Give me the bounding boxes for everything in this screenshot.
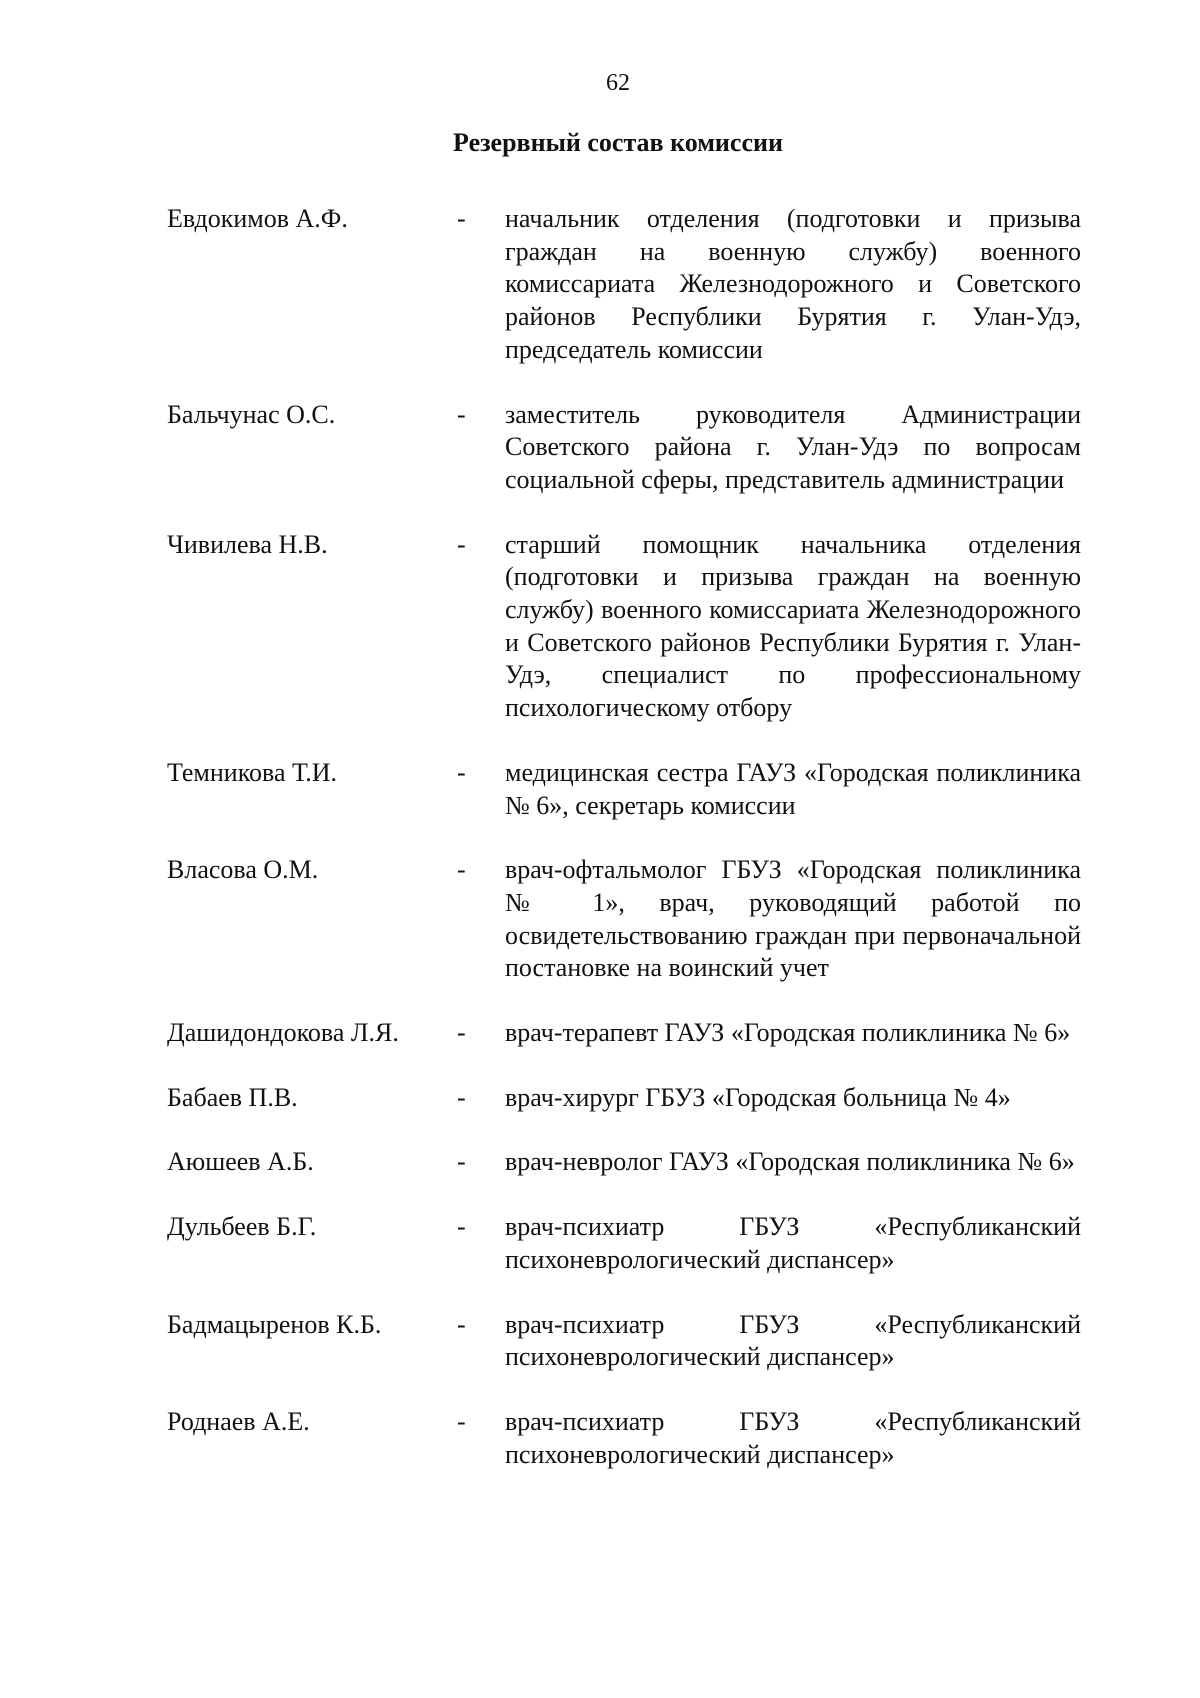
document-title: Резервный состав комиссии — [453, 128, 783, 157]
member-entry — [167, 1146, 1081, 1179]
member-role: врач-хирург ГБУЗ «Городская больница № 4» — [505, 1082, 1011, 1112]
member-name: Бальчунас О.С. — [167, 399, 336, 429]
member-dash: - — [457, 1082, 466, 1112]
member-name: Чивилева Н.В. — [167, 529, 328, 559]
member-name: Аюшеев А.Б. — [167, 1147, 314, 1177]
member-name: Бадмацыренов К.Б. — [167, 1309, 382, 1339]
member-role: заместитель руководителя Администрации Советского района г. Улан-Удэ по вопросам социальной сферы, представитель администрации — [505, 399, 1081, 494]
members-list — [167, 203, 1081, 1471]
member-name: Темникова Т.И. — [167, 757, 338, 787]
page-number: 62 — [606, 70, 630, 96]
member-entry — [167, 529, 1081, 725]
member-role: врач-психиатр ГБУЗ «Республиканский психоневрологический диспансер» — [505, 1309, 1081, 1372]
member-role: врач-невролог ГАУЗ «Городская поликлиника № 6» — [505, 1147, 1075, 1177]
member-dash: - — [457, 529, 466, 559]
member-dash: - — [457, 855, 466, 885]
member-role: старший помощник начальника отделения (подготовки и призыва граждан на военную службу) военного комиссариата Железнодорожного и Советского районов Республики Бурятия г. Улан-Удэ, специалист по профессиональному психологическому отбору — [505, 529, 1081, 723]
member-entry — [167, 1309, 1081, 1374]
member-entry — [167, 854, 1081, 985]
member-name: Евдокимов А.Ф. — [167, 204, 348, 233]
member-role: врач-офтальмолог ГБУЗ «Городская поликлиника № 1», врач, руководящий работой по освидетельствованию граждан при первоначальной постановке на воинский учет — [505, 855, 1081, 983]
member-role: врач-психиатр ГБУЗ «Республиканский психоневрологический диспансер» — [505, 1406, 1081, 1469]
member-entry — [167, 399, 1081, 497]
member-name: Роднаев А.Е. — [167, 1406, 310, 1436]
member-dash: - — [457, 1406, 466, 1436]
member-entry — [167, 1017, 1081, 1050]
member-name: Дульбеев Б.Г. — [167, 1212, 317, 1242]
member-name: Власова О.М. — [167, 855, 319, 885]
member-entry — [167, 1406, 1081, 1471]
member-role: медицинская сестра ГАУЗ «Городская поликлиника № 6», секретарь комиссии — [505, 757, 1081, 820]
member-entry — [167, 1082, 1081, 1115]
member-entry — [167, 757, 1081, 822]
member-role: начальник отделения (подготовки и призыва граждан на военную службу) военного комиссариата Железнодорожного и Советского районов Республики Бурятия г. Улан-Удэ, председатель комиссии — [505, 204, 1081, 364]
member-name: Бабаев П.В. — [167, 1082, 298, 1112]
member-dash: - — [457, 757, 466, 787]
member-dash: - — [457, 1212, 466, 1242]
member-dash: - — [457, 1147, 466, 1177]
member-role: врач-терапевт ГАУЗ «Городская поликлиника № 6» — [505, 1018, 1071, 1048]
member-role: врач-психиатр ГБУЗ «Республиканский психоневрологический диспансер» — [505, 1212, 1081, 1274]
member-entry — [167, 1211, 1081, 1276]
member-dash: - — [457, 399, 466, 429]
member-dash: - — [457, 1309, 466, 1339]
member-dash: - — [457, 1018, 466, 1048]
member-entry — [167, 203, 1081, 367]
member-dash: - — [457, 204, 466, 233]
member-name: Дашидондокова Л.Я. — [167, 1018, 399, 1048]
